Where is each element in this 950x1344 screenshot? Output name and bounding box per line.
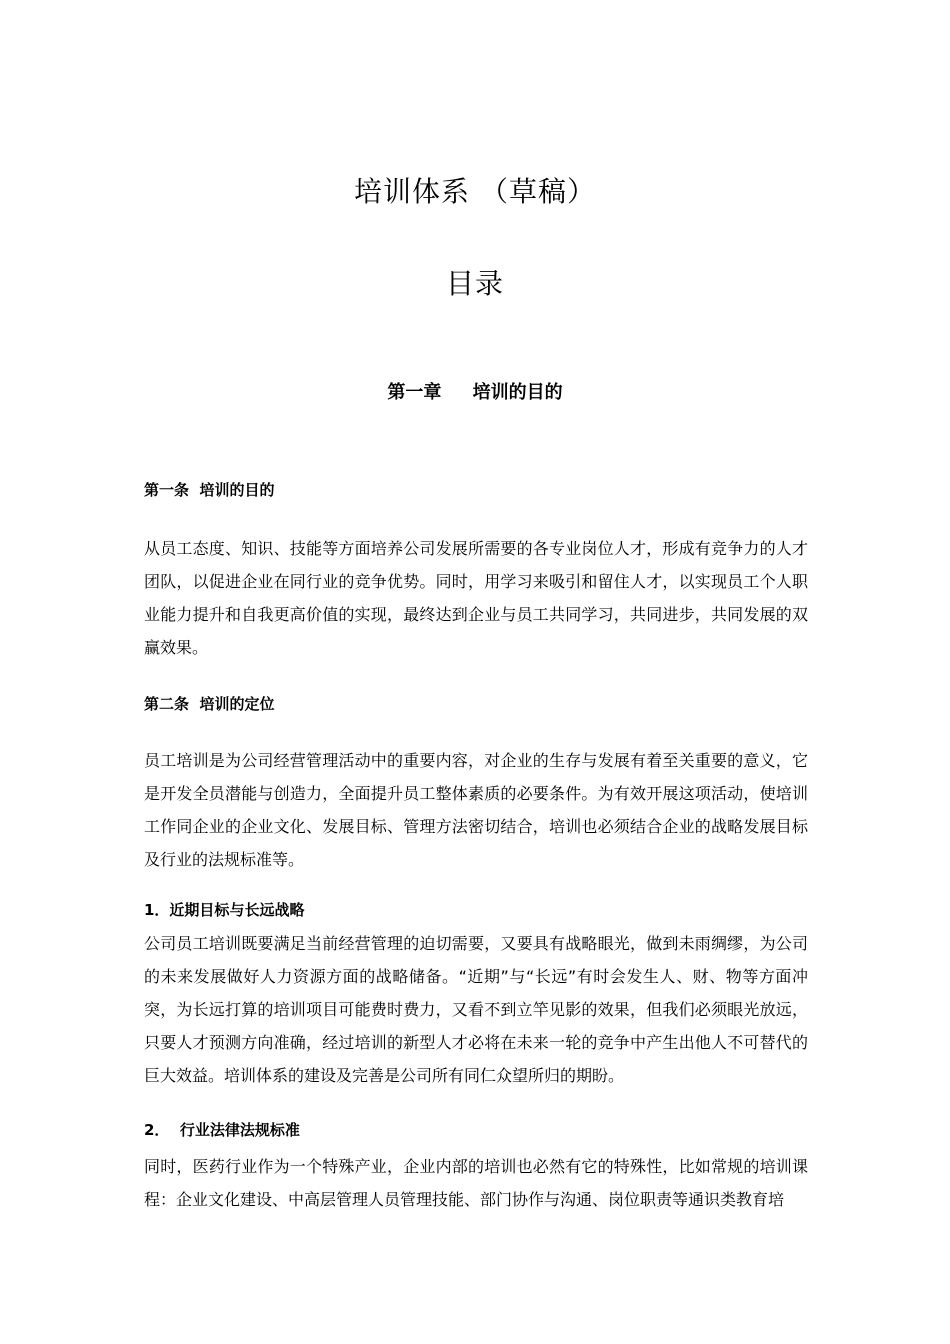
article-body: 员工培训是为公司经营管理活动中的重要内容，对企业的生存与发展有着至关重要的意义，它是开发全员潜能与创造力，全面提升员工整体素质的必要条件。为有效开展这项活动，使培训工作同企业的企业文化、发展目标、管理方法密切结合，培训也必须结合企业的战略发展目标及行业的法规标准等。 <box>144 751 808 869</box>
chapter-title: 第一章 培训的目的 <box>387 382 563 403</box>
section-title: 2． 行业法律法规标准 <box>144 1121 300 1139</box>
article-title: 第二条 培训的定位 <box>144 695 275 713</box>
document-title: 培训体系 （草稿） <box>354 175 596 208</box>
toc-title: 目录 <box>445 267 504 300</box>
section-body: 同时，医药行业作为一个特殊产业，企业内部的培训也必然有它的特殊性，比如常规的培训课程：企业文化建设、中高层管理人员管理技能、部门协作与沟通、岗位职责等通识类教育培 <box>144 1157 808 1209</box>
article-title: 第一条 培训的目的 <box>144 481 275 499</box>
section-title: 1．近期目标与长远战略 <box>144 901 305 919</box>
section-body: 公司员工培训既要满足当前经营管理的迫切需要，又要具有战略眼光，做到未雨绸缪，为公司的未来发展做好人力资源方面的战略储备。“近期”与“长远”有时会发生人、财、物等方面冲突，为长远打算的培训项目可能费时费力，又看不到立竿见影的效果，但我们必须眼光放远，只要人才预测方向准确，经过培训的新型人才必将在未来一轮的竞争中产生出他人不可替代的巨大效益。培训体系的建设及完善是公司所有同仁众望所归的期盼。 <box>144 934 808 1085</box>
article-body: 从员工态度、知识、技能等方面培养公司发展所需要的各专业岗位人才，形成有竞争力的人才团队，以促进企业在同行业的竞争优势。同时，用学习来吸引和留住人才，以实现员工个人职业能力提升和自我更高价值的实现，最终达到企业与员工共同学习，共同进步，共同发展的双赢效果。 <box>144 539 808 657</box>
